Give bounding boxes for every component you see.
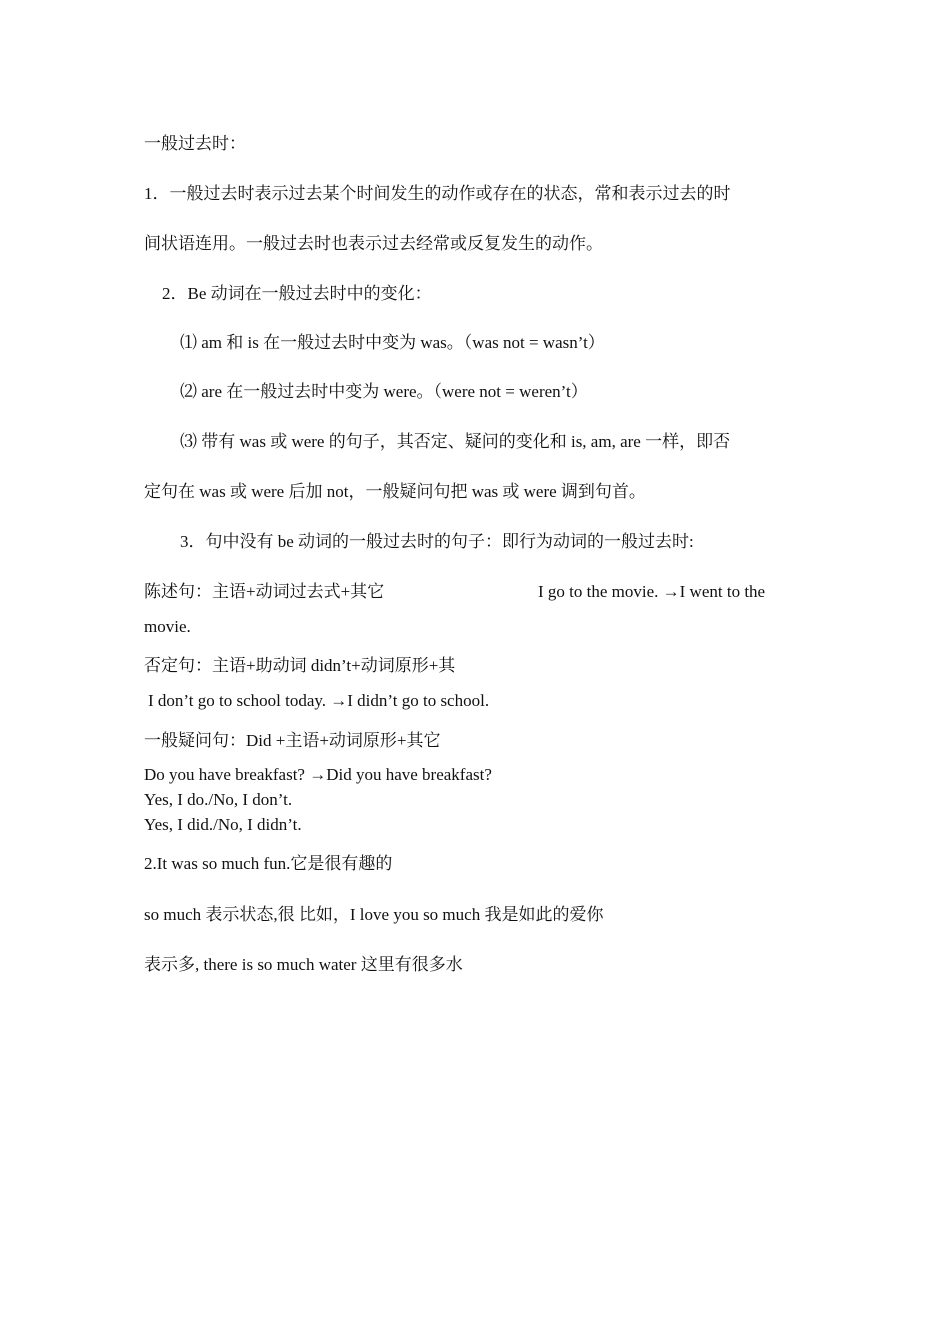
point-2-sub-3-line-1: ⑶ 带有 was 或 were 的句子，其否定、疑问的变化和 is, am, are 一样，即否 (180, 432, 731, 451)
point-1-line-1: 1．一般过去时表示过去某个时间发生的动作或存在的状态，常和表示过去的时 (144, 184, 731, 203)
answer-past: Yes, I did./No, I didn’t. (144, 815, 302, 834)
section-2-line-1: so much 表示状态,很 比如，I love you so much 我是如此的爱你 (144, 905, 604, 924)
negative-example: I don’t go to school today. →I didn’t go to school. (148, 691, 490, 710)
answer-present: Yes, I do./No, I don’t. (144, 790, 293, 809)
question-rule: 一般疑问句：Did +主语+动词原形+其它 (144, 731, 441, 750)
negative-rule: 否定句：主语+助动词 didn’t+动词原形+其 (144, 656, 456, 675)
section-2-title: 2.It was so much fun.它是很有趣的 (144, 854, 393, 873)
question-example: Do you have breakfast? →Did you have breakfast? (144, 765, 492, 784)
point-1-line-2: 间状语连用。一般过去时也表示过去经常或反复发生的动作。 (144, 234, 603, 253)
point-2-sub-1: ⑴ am 和 is 在一般过去时中变为 was。（was not = wasn’t） (180, 333, 605, 352)
point-2-title: 2．Be 动词在一般过去时中的变化： (162, 284, 432, 303)
point-2-sub-3-line-2: 定句在 was 或 were 后加 not，一般疑问句把 was 或 were 调到句首。 (144, 482, 646, 501)
section-2-line-2: 表示多, there is so much water 这里有很多水 (144, 955, 463, 974)
point-3-title: 3．句中没有 be 动词的一般过去时的句子：即行为动词的一般过去时: (180, 532, 694, 551)
heading: 一般过去时： (144, 134, 246, 153)
statement-rule: 陈述句：主语+动词过去式+其它 (144, 582, 385, 601)
point-2-sub-2: ⑵ are 在一般过去时中变为 were。（were not = weren’t） (180, 382, 588, 401)
statement-example-continued: movie. (144, 617, 191, 636)
statement-example: I go to the movie. →I went to the (538, 582, 766, 601)
